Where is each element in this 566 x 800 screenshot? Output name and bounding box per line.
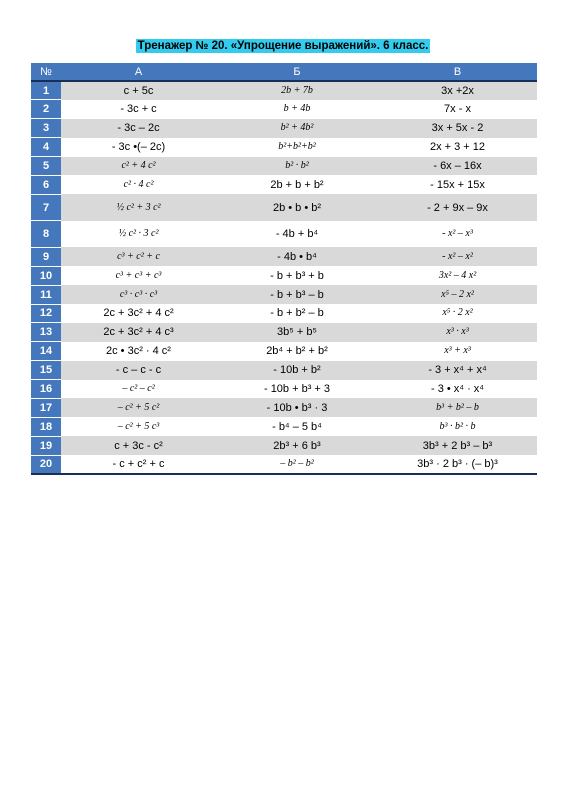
table-row: [31, 417, 537, 436]
cell-column-a: - c – c - c: [61, 361, 216, 380]
row-number: 14: [31, 342, 61, 361]
table-row: [31, 436, 537, 455]
table-row: [31, 361, 537, 380]
cell-column-b: 3b⁵ + b⁵: [216, 323, 378, 342]
cell-column-c: 3x +2x: [378, 81, 537, 100]
table-row: [31, 342, 537, 361]
row-number: 2: [31, 100, 61, 119]
cell-column-c: 3b³ + 2 b³ – b³: [378, 436, 537, 455]
table-row: [31, 455, 537, 474]
cell-column-a: 2c + 3c² + 4 c³: [61, 323, 216, 342]
cell-column-a: c³ · c³ · c³: [61, 285, 216, 304]
table-row: [31, 247, 537, 266]
page-title: [0, 36, 566, 54]
row-number: 12: [31, 304, 61, 323]
cell-column-c: b³ + b² – b: [378, 398, 537, 417]
cell-column-c: x⁵ – 2 x²: [378, 285, 537, 304]
cell-column-b: 2b + 7b: [216, 81, 378, 100]
cell-column-b: - 10b + b²: [216, 361, 378, 380]
cell-column-a: - c + c² + c: [61, 455, 216, 474]
cell-column-c: - x² – x³: [442, 228, 473, 240]
cell-column-b: - 10b + b³ + 3: [263, 383, 331, 396]
table-row: [31, 398, 537, 417]
cell-column-a: – c² + 5 c²: [61, 398, 216, 417]
table-row: [31, 285, 537, 304]
row-number: 18: [31, 417, 61, 436]
table-body: [31, 81, 537, 474]
cell-column-c: - 2 + 9x – 9x: [378, 194, 537, 221]
cell-column-c: - x² – x²: [378, 247, 537, 266]
cell-column-b: - 4b + b⁴: [275, 228, 319, 241]
table-row: [31, 138, 537, 157]
row-number: 7: [31, 194, 61, 221]
table-row: [31, 100, 537, 119]
header-column-b: Б: [216, 63, 378, 81]
cell-column-c: 3b³ · 2 b³ · (– b)³: [378, 455, 537, 474]
cell-column-c: - 3 • x⁴ · x⁴: [430, 383, 485, 396]
cell-column-b: 2b • b • b²: [216, 194, 378, 221]
cell-column-b: b² + 4b²: [216, 119, 378, 138]
cell-column-a: 2c + 3c² + 4 c²: [103, 307, 174, 320]
cell-column-a: c² · 4 c²: [123, 178, 154, 190]
header-column-c: В: [378, 63, 537, 81]
cell-column-b: - b + b² – b: [270, 307, 324, 320]
row-number: 5: [31, 157, 61, 176]
cell-column-c: x³ + x³: [444, 345, 471, 357]
cell-column-a: - 3c + c: [120, 103, 157, 116]
expressions-table: [31, 63, 537, 475]
cell-column-a: – c² + 5 c³: [117, 420, 160, 432]
header-number: №: [31, 63, 61, 81]
table-row: [31, 119, 537, 138]
cell-column-b: - b + b³ + b: [270, 269, 324, 282]
cell-column-a: ½ c² + 3 c²: [61, 194, 216, 221]
row-number: 13: [31, 323, 61, 342]
row-number: 6: [31, 175, 61, 194]
table-row: [31, 81, 537, 100]
cell-column-a: 2c • 3c² · 4 c²: [106, 345, 171, 358]
row-number: 10: [31, 266, 61, 285]
row-number: 11: [31, 285, 61, 304]
cell-column-b: b + 4b: [283, 103, 311, 115]
cell-column-b: 2b³ + 6 b³: [216, 436, 378, 455]
cell-column-a: c³ + c² + c: [61, 247, 216, 266]
cell-column-a: c² + 4 c²: [61, 157, 216, 176]
cell-column-a: - 3c – 2c: [61, 119, 216, 138]
row-number: 19: [31, 436, 61, 455]
cell-column-c: x³ · x³: [378, 323, 537, 342]
cell-column-b: - 4b • b⁴: [216, 247, 378, 266]
row-number: 15: [31, 361, 61, 380]
cell-column-c: 2x + 3 + 12: [429, 141, 486, 154]
row-number: 20: [31, 455, 61, 474]
cell-column-b: - b⁴ – 5 b⁴: [272, 420, 322, 433]
row-number: 4: [31, 138, 61, 157]
row-number: 17: [31, 398, 61, 417]
cell-column-b: b²+b²+b²: [278, 141, 316, 153]
cell-column-b: 2b⁴ + b² + b²: [266, 345, 328, 358]
row-number: 9: [31, 247, 61, 266]
cell-column-a: – c² – c²: [122, 383, 155, 395]
cell-column-a: c + 5c: [61, 81, 216, 100]
cell-column-b: - 10b • b³ · 3: [216, 398, 378, 417]
row-number: 1: [31, 81, 61, 100]
cell-column-a: - 3c •(– 2c): [111, 141, 166, 154]
table-row: [31, 304, 537, 323]
header-column-a: А: [61, 63, 216, 81]
cell-column-b: - b + b³ – b: [216, 285, 378, 304]
cell-column-c: - 3 + x⁴ + x⁴: [378, 361, 537, 380]
cell-column-c: - 15x + 15x: [430, 178, 485, 191]
cell-column-a: c + 3c - c²: [61, 436, 216, 455]
row-number: 16: [31, 380, 61, 399]
cell-column-b: 2b + b + b²: [270, 178, 324, 191]
cell-column-c: 7x - x: [444, 103, 471, 116]
table-row: [31, 266, 537, 285]
table-row: [31, 194, 537, 221]
title-text: Тренажер № 20. «Упрощение выражений». 6 класс.: [137, 40, 429, 52]
cell-column-c: b³ · b² · b: [439, 420, 476, 432]
cell-column-a: c³ + c³ + c³: [115, 269, 162, 281]
cell-column-a: ½ c² · 3 c²: [118, 228, 159, 240]
table-row: [31, 157, 537, 176]
cell-column-b: b² · b²: [216, 157, 378, 176]
cell-column-c: x⁵ · 2 x²: [442, 307, 473, 319]
cell-column-c: - 6x – 16x: [378, 157, 537, 176]
table-row: [31, 380, 537, 399]
table-row: [31, 175, 537, 194]
table-row: [31, 323, 537, 342]
table-row: [31, 221, 537, 248]
cell-column-c: 3x² – 4 x²: [438, 269, 477, 281]
cell-column-b: – b² – b²: [216, 455, 378, 474]
table-header-row: [31, 63, 537, 81]
cell-column-c: 3x + 5x - 2: [378, 119, 537, 138]
row-number: 8: [31, 221, 61, 248]
row-number: 3: [31, 119, 61, 138]
